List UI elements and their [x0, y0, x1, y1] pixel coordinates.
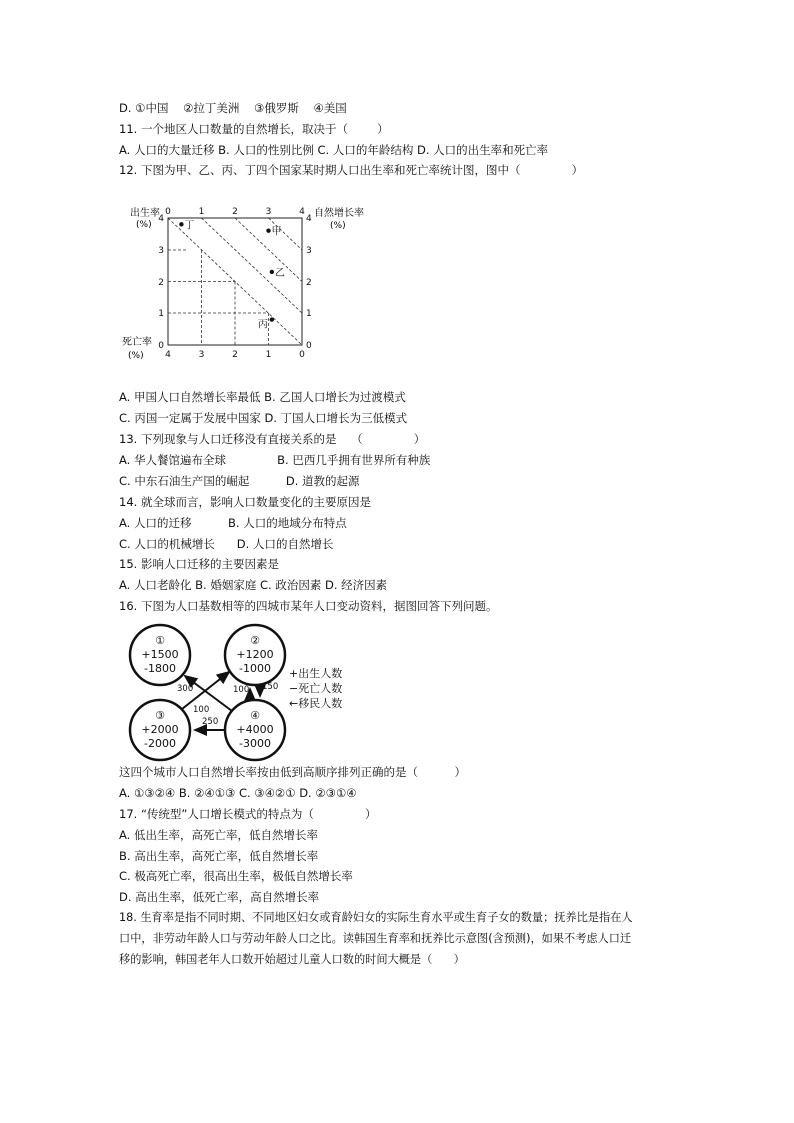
q12-option-cd: C. 丙国一定属于发展中国家 D. 丁国人口增长为三低模式 [119, 411, 408, 425]
q12-option-ab: A. 甲国人口自然增长率最低 B. 乙国人口增长为过渡模式 [119, 390, 406, 404]
q17-option-d: D. 高出生率，低死亡率，高自然增长率 [119, 890, 320, 904]
legend-death: −死亡人数 [289, 682, 343, 695]
natural-growth-label: 自然增长率 [314, 208, 364, 219]
q10-option-d: D. ①中国 ②拉丁美洲 ③俄罗斯 ④美国 [119, 101, 347, 115]
right-tick: 4 [306, 214, 312, 224]
city-3-id: ③ [155, 709, 165, 722]
birth-death-rate-figure [118, 200, 364, 370]
top-tick: 0 [165, 207, 171, 217]
city-1-birth: +1500 [141, 648, 179, 661]
q11-stem: 11. 一个地区人口数量的自然增长，取决于（ ） [119, 122, 389, 136]
legend-birth: +出生人数 [289, 667, 343, 680]
right-tick: 1 [306, 309, 312, 319]
q12-stem: 12. 下图为甲、乙、丙、丁四个国家某时期人口出生率和死亡率统计图，图中（ ） [119, 163, 584, 177]
q18-line-3: 移的影响，韩国老年人口数开始超过儿童人口数的时间大概是（ ） [119, 953, 465, 966]
left-tick: 3 [158, 246, 164, 256]
top-tick: 4 [299, 207, 305, 217]
bottom-tick: 4 [165, 350, 171, 360]
city-3-death: -2000 [144, 737, 176, 750]
death-rate-unit: (%) [128, 351, 144, 361]
left-tick: 2 [158, 278, 164, 288]
left-tick: 0 [158, 341, 164, 351]
birth-rate-unit: (%) [136, 220, 152, 230]
top-tick: 1 [198, 207, 205, 217]
q18-line-2: 口中，非劳动年龄人口与劳动年龄人口之比。读韩国生育率和抚养比示意图(含预测)，如果不考虑人口迁 [119, 932, 632, 945]
q16-question: 这四个城市人口自然增长率按由低到高顺序排列正确的是（ ） [119, 765, 467, 779]
q15-stem: 15. 影响人口迁移的主要因素是 [119, 557, 279, 571]
q17-stem: 17. “传统型”人口增长模式的特点为（ ） [119, 807, 377, 821]
flow-label: 250 [202, 717, 219, 727]
natural-growth-unit: (%) [330, 221, 346, 231]
top-tick: 3 [265, 207, 272, 217]
q17-option-b: B. 高出生率，高死亡率，低自然增长率 [119, 849, 319, 863]
city-1-id: ① [155, 634, 165, 647]
isoline-2 [235, 218, 302, 282]
death-rate-label: 死亡率 [122, 337, 152, 348]
left-tick: 1 [158, 309, 164, 319]
flow-label: 150 [262, 682, 279, 692]
q17-option-c: C. 极高死亡率，很高出生率，极低自然增长率 [119, 869, 353, 883]
city-4-death: -3000 [239, 737, 271, 750]
country-label-1: 甲 [271, 226, 282, 238]
country-point-1 [266, 229, 270, 233]
city-4-birth: +4000 [236, 723, 274, 736]
bottom-tick: 2 [232, 350, 238, 360]
isoline-1 [202, 218, 303, 313]
bottom-tick: 3 [198, 350, 205, 360]
country-label-0: 丁 [184, 220, 195, 232]
q13-stem: 13. 下列现象与人口迁移没有直接关系的是 （ ） [119, 432, 426, 446]
city-3-birth: +2000 [141, 723, 179, 736]
q14-option-ab: A. 人口的迁移 B. 人口的地域分布特点 [119, 516, 347, 530]
legend-migrant: ←移民人数 [289, 697, 343, 710]
country-point-2 [270, 270, 274, 274]
q16-options: A. ①③②④ B. ②④①③ C. ③④②① D. ②③①④ [119, 786, 357, 800]
bottom-tick: 1 [265, 350, 272, 360]
top-tick: 2 [232, 207, 238, 217]
country-label-2: 乙 [274, 267, 285, 279]
q17-option-a: A. 低出生率，高死亡率，低自然增长率 [119, 828, 318, 842]
birth-rate-label: 出生率 [130, 208, 160, 219]
q11-options: A. 人口的大量迁移 B. 人口的性别比例 C. 人口的年龄结构 D. 人口的出生率和死亡率 [119, 143, 549, 157]
country-point-0 [179, 222, 183, 226]
country-label-3: 丙 [257, 319, 268, 331]
country-point-3 [270, 317, 274, 321]
bottom-tick: 0 [299, 350, 305, 360]
right-tick: 3 [306, 246, 312, 256]
q13-option-cd: C. 中东石油生产国的崛起 D. 道教的起源 [119, 474, 360, 488]
city-2-death: -1000 [239, 662, 271, 675]
q18-line-1: 18. 生育率是指不同时期、不同地区妇女或育龄妇女的实际生育水平或生育子女的数量；抚养比是指在人 [119, 911, 633, 924]
city-2-birth: +1200 [236, 648, 274, 661]
city-2-id: ② [250, 634, 260, 647]
flow-label: 100 [193, 705, 210, 715]
flow-label: 100 [233, 685, 250, 695]
q14-stem: 14. 就全球而言，影响人口数量变化的主要原因是 [119, 495, 371, 509]
city-4-id: ④ [250, 709, 260, 722]
right-tick: 2 [306, 278, 312, 288]
left-tick: 4 [158, 214, 164, 224]
population-change-diagram [125, 622, 365, 762]
q15-options: A. 人口老龄化 B. 婚姻家庭 C. 政治因素 D. 经济因素 [119, 578, 388, 592]
q16-stem: 16. 下图为人口基数相等的四城市某年人口变动资料，据图回答下列问题。 [119, 599, 498, 613]
flow-label: 300 [177, 684, 194, 694]
right-tick: 0 [306, 341, 312, 351]
city-1-death: -1800 [144, 662, 176, 675]
q14-option-cd: C. 人口的机械增长 D. 人口的自然增长 [119, 537, 334, 551]
q13-option-ab: A. 华人餐馆遍布全球 B. 巴西几乎拥有世界所有种族 [119, 453, 431, 467]
